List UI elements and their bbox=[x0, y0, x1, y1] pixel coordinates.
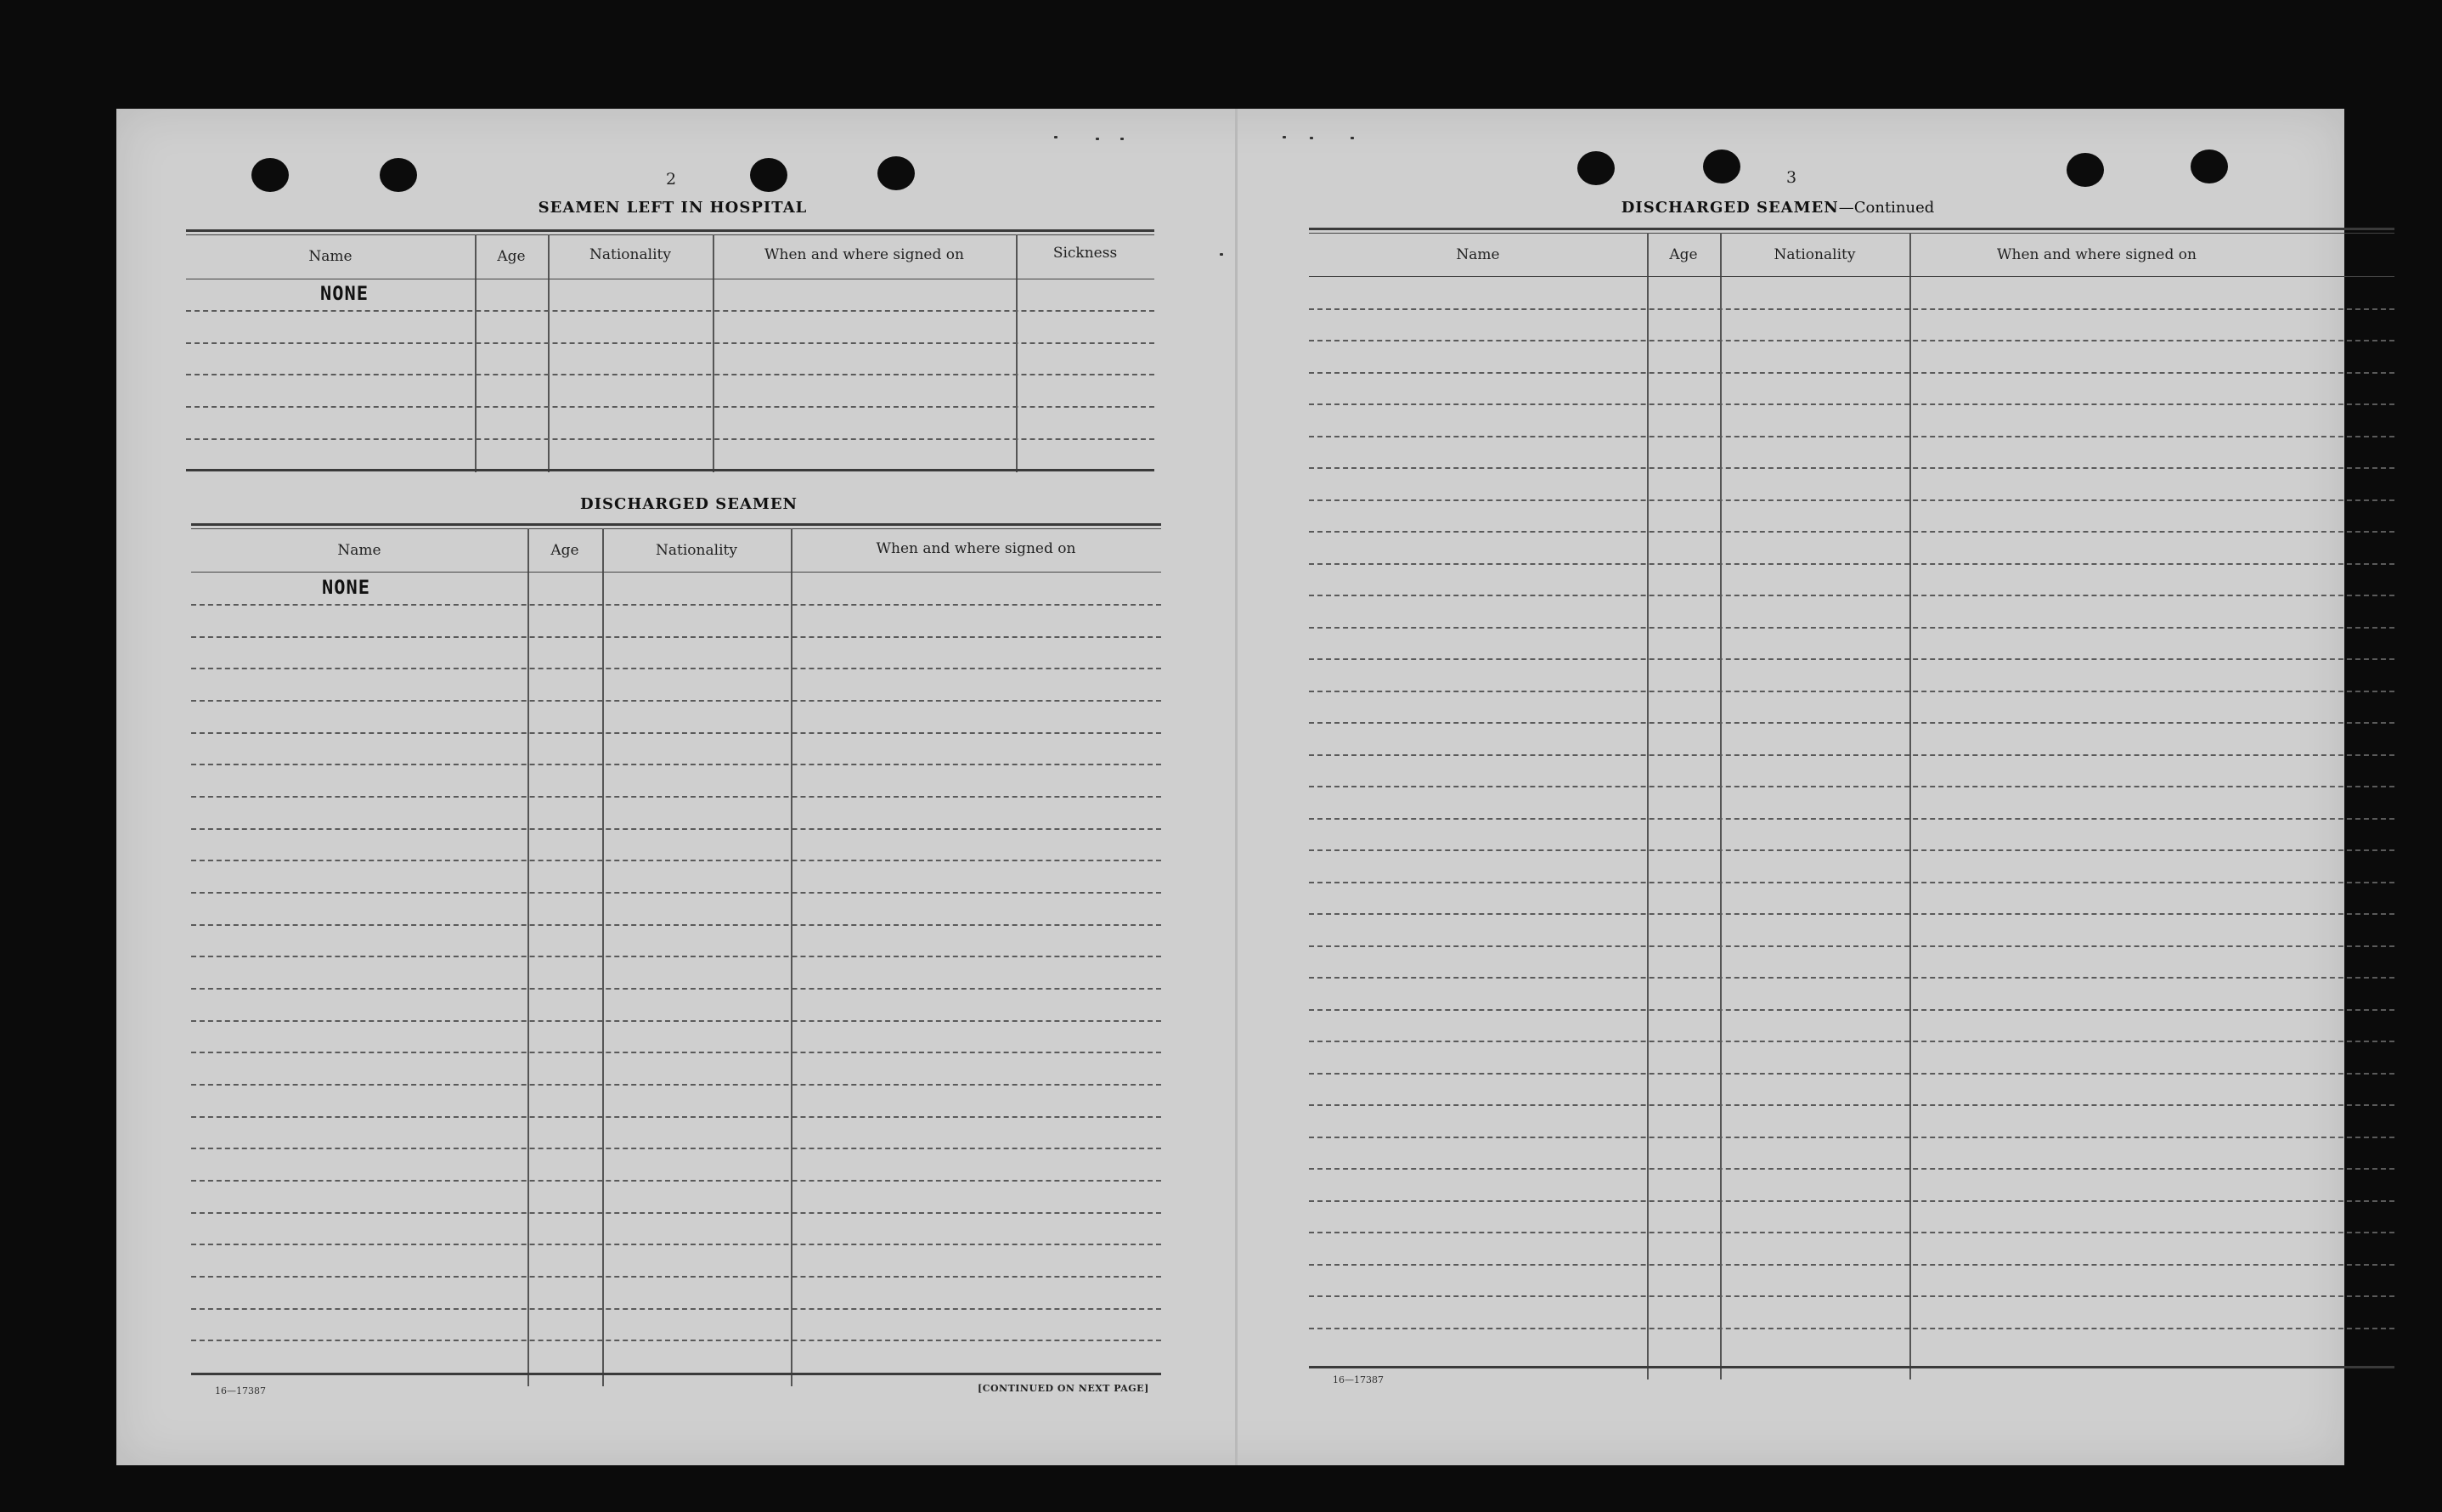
punch-hole bbox=[251, 158, 289, 192]
column-header-nationality: Nationality bbox=[589, 246, 671, 263]
column-header-name: Name bbox=[308, 248, 352, 265]
speck bbox=[1096, 138, 1099, 140]
column-header-name: Name bbox=[1456, 246, 1500, 263]
page-number-left: 2 bbox=[666, 170, 677, 189]
discharged-table-left bbox=[191, 523, 1161, 1386]
speck bbox=[1220, 253, 1223, 256]
speck bbox=[1351, 137, 1354, 139]
column-header-signed-on: When and where signed on bbox=[764, 246, 964, 263]
speck bbox=[1054, 136, 1057, 138]
discharged-table-right bbox=[1309, 228, 2394, 1379]
punch-hole bbox=[2191, 150, 2228, 183]
punch-hole bbox=[1703, 150, 1740, 183]
column-header-age: Age bbox=[497, 248, 526, 265]
hospital-section-title: SEAMEN LEFT IN HOSPITAL bbox=[538, 199, 808, 217]
column-header-nationality: Nationality bbox=[656, 542, 737, 559]
speck bbox=[1120, 138, 1124, 140]
punch-hole bbox=[2067, 153, 2104, 187]
hospital-entry: NONE bbox=[320, 284, 369, 305]
discharged-entry: NONE bbox=[322, 578, 370, 599]
column-header-nationality: Nationality bbox=[1774, 246, 1856, 263]
column-header-signed-on: When and where signed on bbox=[876, 540, 1076, 557]
column-header-signed-on: When and where signed on bbox=[1997, 246, 2197, 263]
continued-note: [CONTINUED ON NEXT PAGE] bbox=[978, 1383, 1149, 1394]
title-text: DISCHARGED SEAMEN bbox=[1621, 199, 1839, 217]
punch-hole bbox=[750, 158, 787, 192]
column-header-name: Name bbox=[337, 542, 381, 559]
page-number-right: 3 bbox=[1786, 168, 1797, 187]
title-suffix: —Continued bbox=[1838, 199, 1935, 217]
column-header-age: Age bbox=[1669, 246, 1698, 263]
speck bbox=[1310, 137, 1313, 139]
punch-hole bbox=[380, 158, 417, 192]
speck bbox=[1283, 136, 1286, 138]
document-sheet bbox=[116, 109, 2344, 1465]
page-fold bbox=[1235, 109, 1238, 1465]
column-header-sickness: Sickness bbox=[1052, 245, 1118, 262]
punch-hole bbox=[1577, 151, 1615, 185]
punch-hole bbox=[877, 156, 915, 190]
form-number-right: 16—17387 bbox=[1333, 1374, 1384, 1385]
hospital-table bbox=[186, 229, 1154, 472]
discharged-continued-title bbox=[1621, 199, 1935, 217]
form-number-left: 16—17387 bbox=[215, 1385, 266, 1396]
discharged-section-title: DISCHARGED SEAMEN bbox=[579, 495, 798, 513]
column-header-age: Age bbox=[550, 542, 579, 559]
